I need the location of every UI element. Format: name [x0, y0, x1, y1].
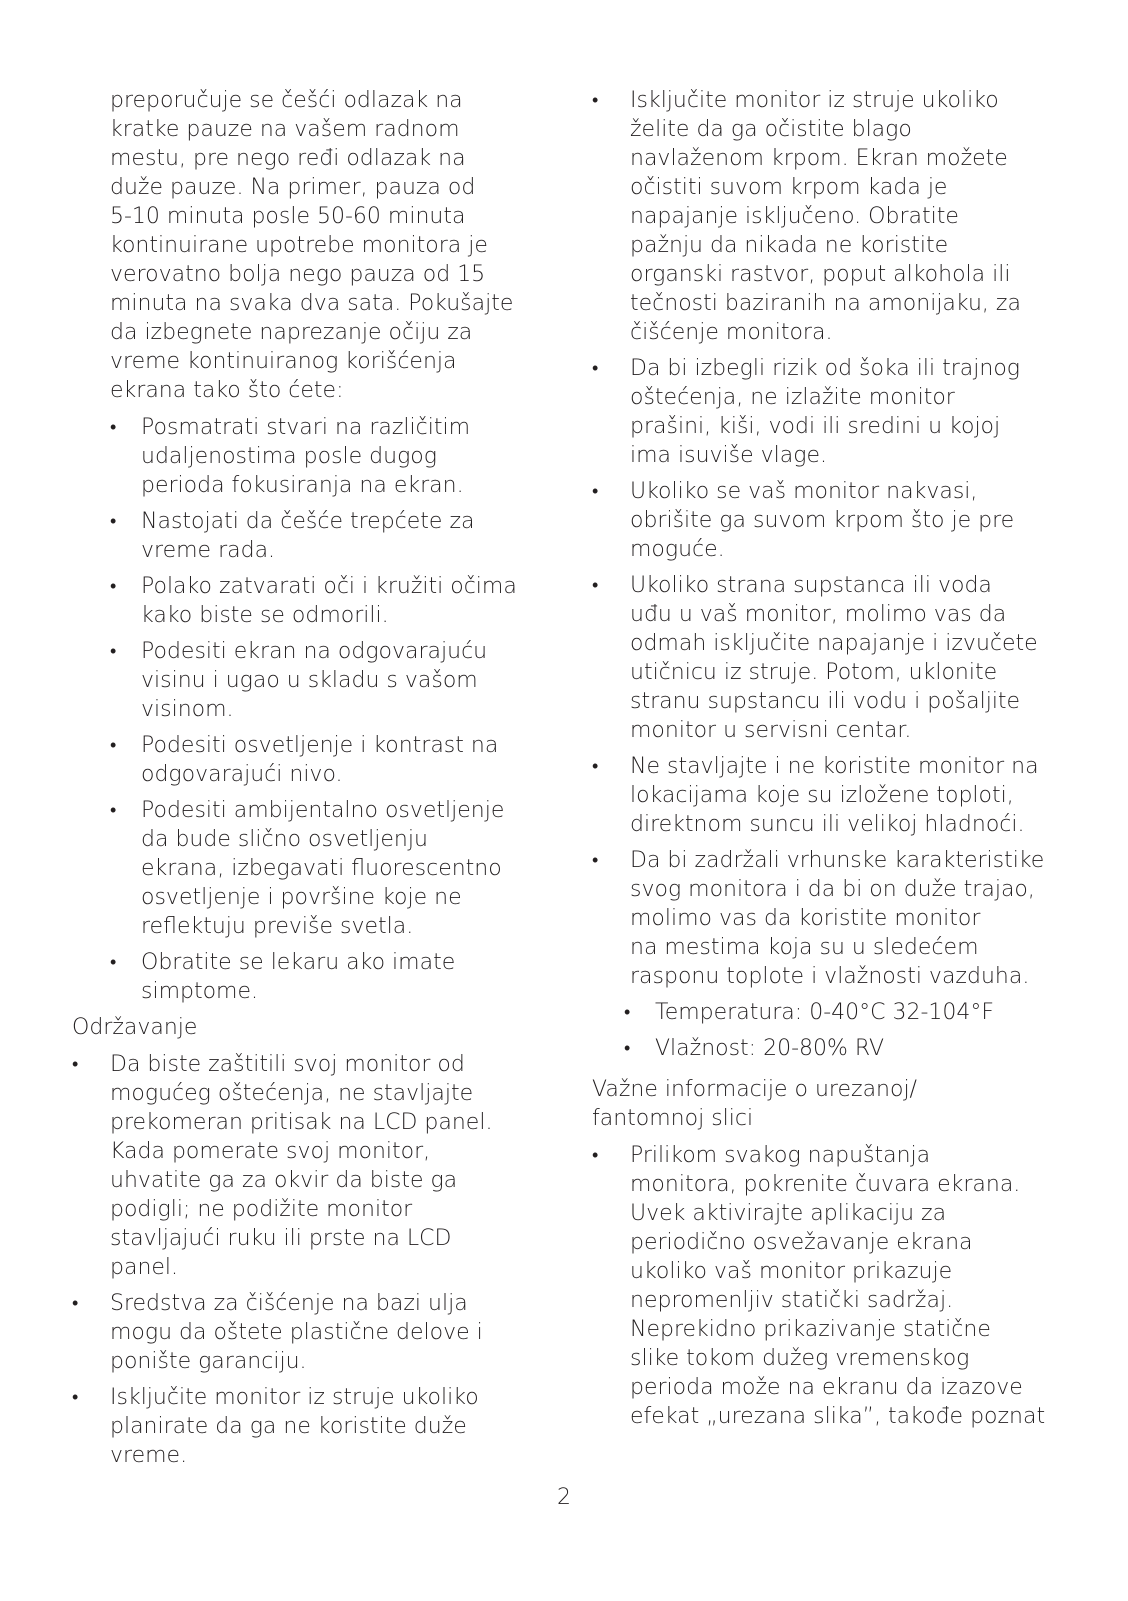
bullet-icon: • [110, 576, 117, 597]
page-number: 2 [557, 1485, 571, 1510]
bullet-icon: • [592, 1145, 599, 1166]
list-item: • Podesiti osvetljenje i kontrast na odgovarajući nivo. [110, 733, 499, 787]
list-item: • Prilikom svakog napuštanja monitora, pokrenite čuvara ekrana. Uvek aktivirajte aplikaciju za periodično osvežavanje ekrana ukoliko vaš monitor prikazuje nepromenljiv statički sadržaj. Neprekidno prikazivanje statične slike tokom dužeg vremenskog perioda može na ekranu da izazove efekat „urezana slika”, takođe poznat [592, 1143, 1046, 1429]
list-item: • Obratite se lekaru ako imate simptome. [110, 950, 456, 1004]
eye-strain-list [110, 413, 532, 1006]
list-item: • Da bi zadržali vrhunske karakteristike svog monitora i da bi on duže trajao, molimo vas da koristite monitor na mestima koja su u sledećem rasponu toplote i vlažnosti vazduha. [592, 848, 1045, 989]
bullet-icon: • [110, 735, 117, 756]
list-item: • Isključite monitor iz struje ukoliko želite da ga očistite blago navlaženom krpom. Ekran možete očistiti suvom krpom kada je napajanje isključeno. Obratite pažnju da nikada ne koristite organski rastvor, poput alkohola ili tečnosti baziranih na amonijaku, za čišćenje monitora. [592, 88, 1021, 345]
intro-paragraph: preporučuje se češći odlazak na kratke pauze na vašem radnom mestu, pre nego ređi odlazak na duže pauze. Na primer, pauza od 5-10 minuta posle 50-60 minuta kontinuirane upotrebe monitora je verovatno bolja nego pauza od 15 minuta na svaka dva sata. Pokušajte da izbegnete naprezanje očiju za vreme kontinuiranog korišćenja ekrana tako što ćete: [110, 88, 514, 403]
bullet-icon: • [110, 641, 117, 662]
maintenance-list [72, 1050, 532, 1470]
list-item: • Posmatrati stvari na različitim udaljenostima posle dugog perioda fokusiranja na ekran. [110, 415, 471, 498]
list-item: • Polako zatvarati oči i kružiti očima kako biste se odmorili. [110, 574, 517, 628]
list-item: • Vlažnost: 20-80% RV [624, 1036, 885, 1061]
list-item: • Podesiti ambijentalno osvetljenje da bude slično osvetljenju ekrana, izbegavati fluorescentno osvetljenje i površine koje ne reflektuju previše svetla. [110, 798, 505, 939]
section-heading-maintenance: Održavanje [72, 1015, 198, 1040]
bullet-icon: • [592, 481, 599, 502]
bullet-icon: • [592, 90, 599, 111]
bullet-icon: • [592, 850, 599, 871]
burn-in-list [592, 1141, 1072, 1431]
list-item: • Ne stavljajte i ne koristite monitor na lokacijama koje su izložene toploti, direktnom suncu ili velikoj hladnoći. [592, 754, 1039, 837]
bullet-icon: • [72, 1387, 79, 1408]
right-column [592, 86, 1072, 1438]
bullet-icon: • [624, 1002, 631, 1023]
list-item: • Podesiti ekran na odgovarajuću visinu i ugao u skladu s vašom visinom. [110, 639, 488, 722]
bullet-icon: • [592, 756, 599, 777]
section-heading-burn-in: Važne informacije o urezanoj/ fantomnoj slici [592, 1077, 917, 1131]
environment-list [624, 998, 1072, 1063]
list-item: • Temperatura: 0-40°C 32-104°F [624, 1000, 995, 1025]
list-item: • Ukoliko se vaš monitor nakvasi, obrišite ga suvom krpom što je pre moguće. [592, 479, 1015, 562]
bullet-icon: • [72, 1293, 79, 1314]
bullet-icon: • [110, 511, 117, 532]
bullet-icon: • [110, 952, 117, 973]
maintenance-list-continued [592, 86, 1072, 991]
list-item: • Nastojati da češće trepćete za vreme rada. [110, 509, 475, 563]
list-item: • Ukoliko strana supstanca ili voda uđu u vaš monitor, molimo vas da odmah isključite napajanje i izvučete utičnicu iz struje. Potom, uklonite stranu supstancu ili vodu i pošaljite monitor u servisni centar. [592, 573, 1038, 743]
list-item: • Da bi izbegli rizik od šoka ili trajnog oštećenja, ne izlažite monitor prašini, kiši, vodi ili sredini u kojoj ima isuviše vlage. [592, 356, 1020, 468]
bullet-icon: • [110, 417, 117, 438]
list-item: • Da biste zaštitili svoj monitor od mogućeg oštećenja, ne stavljajte prekomeran pritisak na LCD panel. Kada pomerate svoj monitor, uhvatite ga za okvir da biste ga podigli; ne podižite monitor stavljajući ruku ili prste na LCD panel. [72, 1052, 493, 1280]
left-column [72, 86, 532, 1477]
bullet-icon: • [110, 800, 117, 821]
bullet-icon: • [592, 358, 599, 379]
list-item: • Isključite monitor iz struje ukoliko planirate da ga ne koristite duže vreme. [72, 1385, 479, 1468]
bullet-icon: • [592, 575, 599, 596]
bullet-icon: • [624, 1038, 631, 1059]
list-item: • Sredstva za čišćenje na bazi ulja mogu da oštete plastične delove i ponište garanciju. [72, 1291, 483, 1374]
bullet-icon: • [72, 1054, 79, 1075]
